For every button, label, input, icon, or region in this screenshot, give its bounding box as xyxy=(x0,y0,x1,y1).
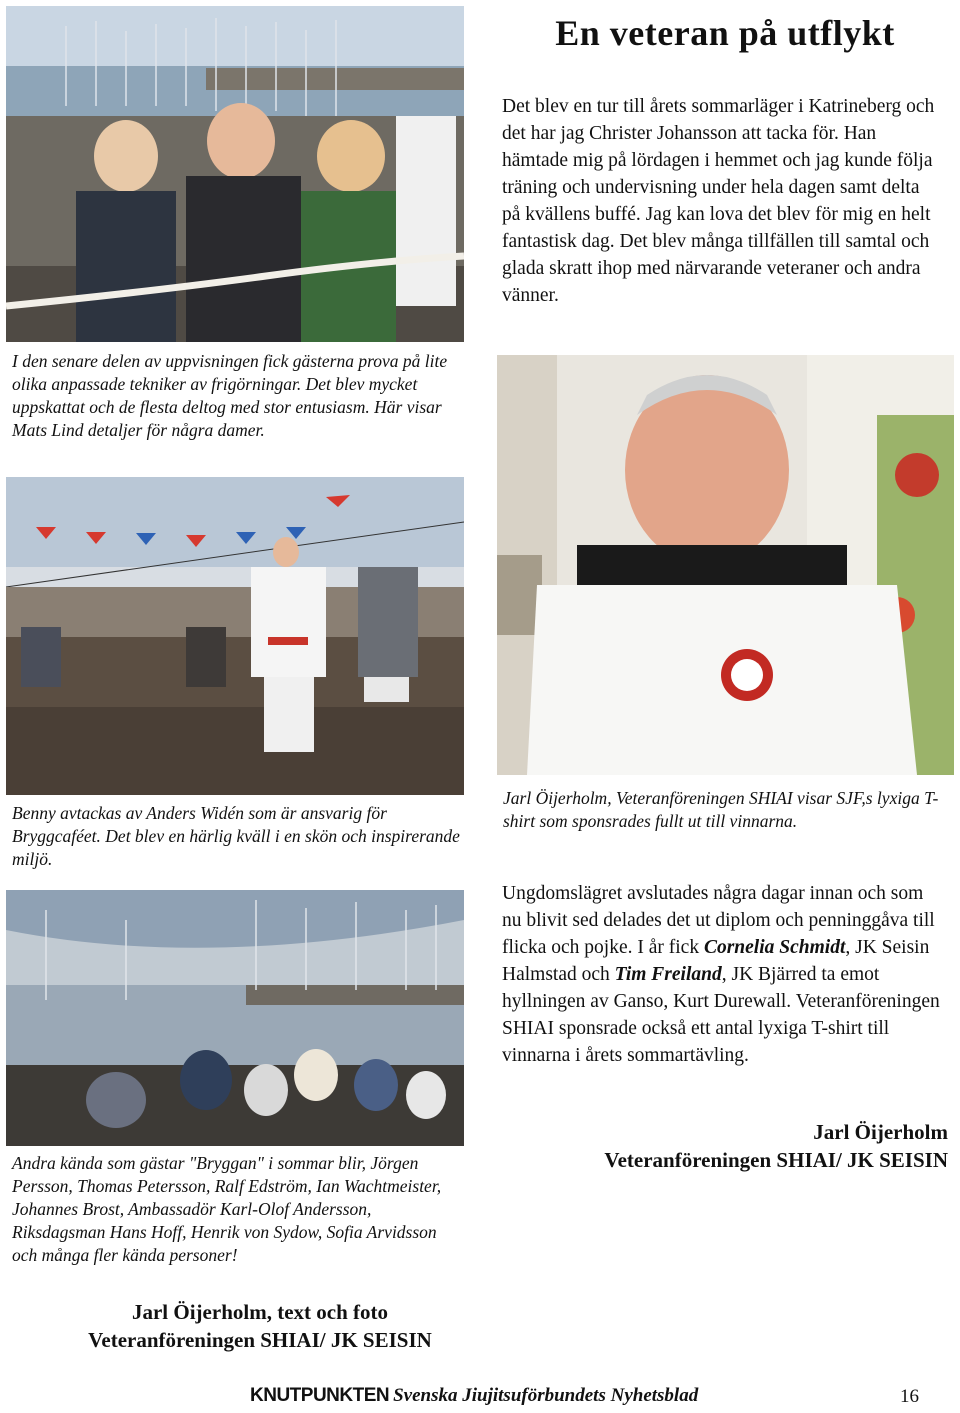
photo-bryggcafe-thanks xyxy=(6,477,464,795)
paragraph-2-part-b: , JK Seisin Halmstad och xyxy=(502,937,930,985)
winner-name-boy: Tim Freiland xyxy=(614,964,722,985)
page-footer xyxy=(250,1385,720,1407)
footer-brand: KNUTPUNKTEN xyxy=(250,1385,390,1406)
photo-caption-tshirt: Jarl Öijerholm, Veteranföreningen SHIAI visar SJF,s lyxiga T-shirt som sponsrades fullt ut till vinnarna. xyxy=(503,788,939,831)
signature-right-name: Jarl Öijerholm xyxy=(813,1120,948,1144)
photo-tshirt xyxy=(497,355,954,775)
article-paragraph-2 xyxy=(502,880,942,1069)
signature-left-name: Jarl Öijerholm, text och foto xyxy=(131,1300,388,1324)
paragraph-2-part-c: , JK Bjärred ta emot hyllningen av Ganso, Kurt Durewall. Veteranföreningen SHIAI sponsrade också ett antal lyxiga T-shirt till vinnarna i årets sommartävling. xyxy=(502,964,940,1066)
footer-subtitle: Svenska Jiujitsuförbundets Nyhetsblad xyxy=(393,1385,699,1406)
photo-harbour-guests xyxy=(6,890,464,1146)
photo-caption-rope: I den senare delen av uppvisningen fick gästerna prova på lite olika anpassade tekniker av frigörningar. Det blev mycket uppskattat och de flesta deltog med stor entusiasm. Här visar Mats Lind detaljer för några damer. xyxy=(12,351,448,440)
signature-left xyxy=(30,1298,490,1354)
article-intro: Det blev en tur till årets sommarläger i Katrineberg och det har jag Christer Johansson att tacka för. Han hämtade mig på lördagen i hemmet och jag kunde följa träning och undervisning under hela dagen samt delta på kvällens buffé. Jag kan lova det blev för mig en helt fantastisk dag. Det blev många tillfällen till samtal och glada skratt ihop med närvarande veteraner och andra vänner. xyxy=(502,96,935,306)
page-number: 16 xyxy=(900,1386,919,1407)
photo-rope-demonstration xyxy=(6,6,464,342)
article-title: En veteran på utflykt xyxy=(555,13,895,53)
photo-caption-bryggcafe: Benny avtackas av Anders Widén som är ansvarig för Bryggcaféet. Det blev en härlig kväll i en skön och inspirerande miljö. xyxy=(12,803,460,869)
winner-name-girl: Cornelia Schmidt xyxy=(703,937,846,958)
signature-left-org: Veteranföreningen SHIAI/ JK SEISIN xyxy=(88,1328,432,1352)
signature-right-org: Veteranföreningen SHIAI/ JK SEISIN xyxy=(604,1148,948,1172)
signature-right xyxy=(520,1118,948,1174)
paragraph-2-part-a: Ungdomslägret avslutades några dagar innan och som nu blivit sed delades det ut diplom och penninggåva till flicka och pojke. I år fick xyxy=(502,883,935,958)
photo-caption-guests: Andra kända som gästar "Bryggan" i sommar blir, Jörgen Persson, Thomas Petersson, Ralf Edström, Ian Wachtmeister, Johannes Brost, Ambassadör Karl-Olof Andersson, Riksdagsman Hans Hoff, Henrik von Sydow, Sofia Arvidsson och många fler kända personer! xyxy=(12,1153,442,1265)
